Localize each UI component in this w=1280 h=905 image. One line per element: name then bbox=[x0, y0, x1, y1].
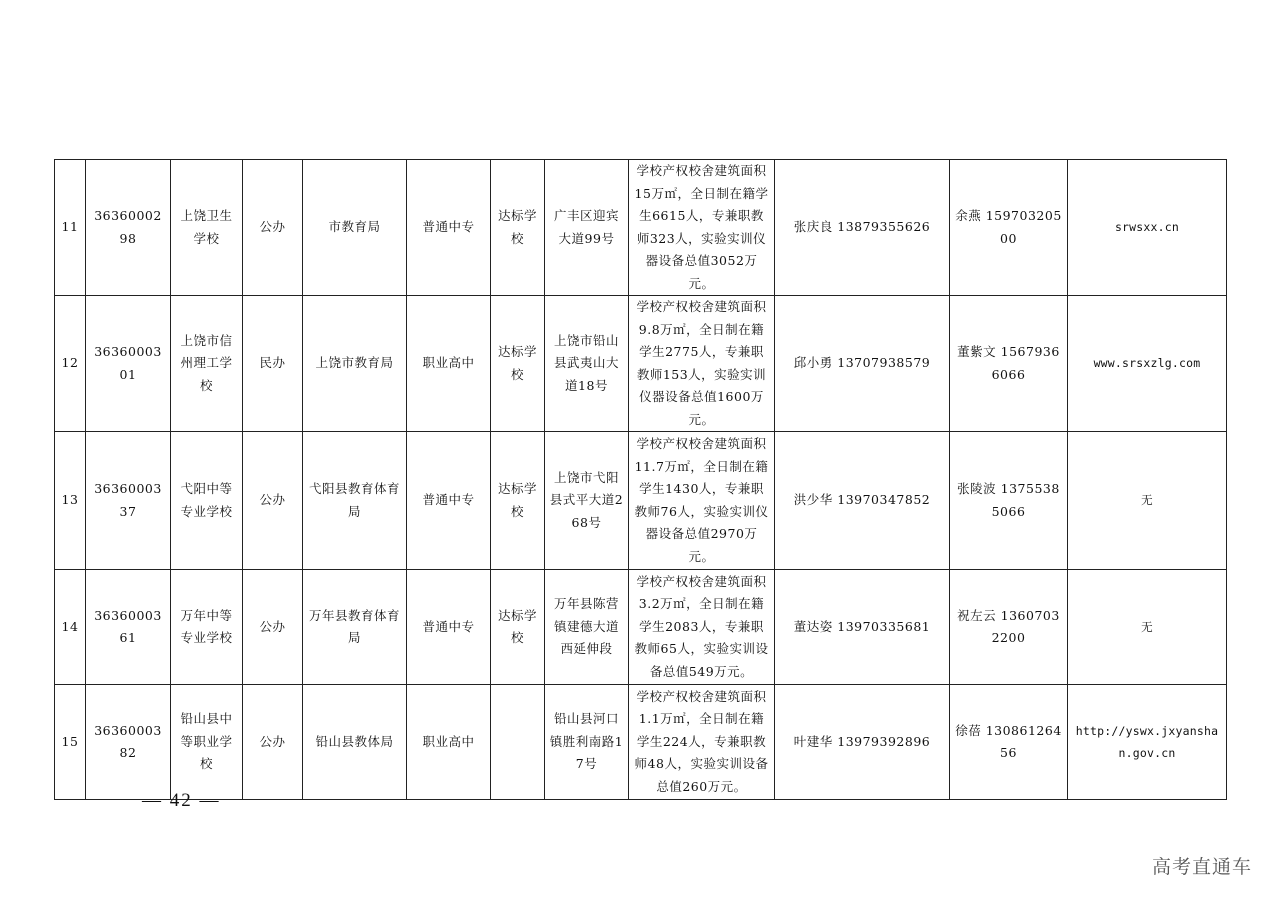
contact-person-cell: 祝左云 13607032200 bbox=[950, 570, 1068, 685]
table-row bbox=[55, 685, 1227, 800]
address-cell: 万年县陈营镇建德大道西延伸段 bbox=[545, 570, 629, 685]
school-code-cell: 3636000337 bbox=[86, 432, 171, 570]
authority-cell: 铅山县教体局 bbox=[303, 685, 407, 800]
watermark-logo: 高考直通车 bbox=[1151, 856, 1252, 878]
school-level-cell: 普通中专 bbox=[407, 432, 491, 570]
table-row bbox=[55, 160, 1227, 296]
contact-person-cell: 徐蓓 13086126456 bbox=[950, 685, 1068, 800]
school-type-cell: 公办 bbox=[243, 570, 303, 685]
status-cell: 达标学校 bbox=[491, 432, 545, 570]
school-name-cell: 万年中等专业学校 bbox=[171, 570, 243, 685]
status-cell: 达标学校 bbox=[491, 160, 545, 296]
principal-cell: 邱小勇 13707938579 bbox=[775, 296, 950, 432]
table-row bbox=[55, 570, 1227, 685]
contact-person-cell: 余燕 15970320500 bbox=[950, 160, 1068, 296]
page-number: — 42 — bbox=[142, 790, 221, 811]
school-name-cell: 弋阳中等专业学校 bbox=[171, 432, 243, 570]
principal-cell: 张庆良 13879355626 bbox=[775, 160, 950, 296]
school-type-cell: 公办 bbox=[243, 432, 303, 570]
authority-cell: 弋阳县教育体育局 bbox=[303, 432, 407, 570]
table-row bbox=[55, 432, 1227, 570]
school-level-cell: 普通中专 bbox=[407, 570, 491, 685]
table-row bbox=[55, 296, 1227, 432]
description-cell: 学校产权校舍建筑面积11.7万㎡，全日制在籍学生1430人，专兼职教师76人，实验实训仪器设备总值2970万元。 bbox=[629, 432, 775, 570]
row-number-cell: 13 bbox=[55, 432, 86, 570]
school-code-cell: 3636000382 bbox=[86, 685, 171, 800]
website-cell: http://yswx.jxyanshan.gov.cn bbox=[1068, 685, 1227, 800]
address-cell: 上饶市弋阳县式平大道268号 bbox=[545, 432, 629, 570]
address-cell: 上饶市铅山县武夷山大道18号 bbox=[545, 296, 629, 432]
website-cell: srwsxx.cn bbox=[1068, 160, 1227, 296]
website-cell: 无 bbox=[1068, 570, 1227, 685]
address-cell: 广丰区迎宾大道99号 bbox=[545, 160, 629, 296]
description-cell: 学校产权校舍建筑面积3.2万㎡，全日制在籍学生2083人，专兼职教师65人，实验实训设备总值549万元。 bbox=[629, 570, 775, 685]
principal-cell: 洪少华 13970347852 bbox=[775, 432, 950, 570]
school-table bbox=[54, 159, 1227, 800]
row-number-cell: 11 bbox=[55, 160, 86, 296]
school-code-cell: 3636000361 bbox=[86, 570, 171, 685]
school-type-cell: 民办 bbox=[243, 296, 303, 432]
school-name-cell: 铅山县中等职业学校 bbox=[171, 685, 243, 800]
school-level-cell: 普通中专 bbox=[407, 160, 491, 296]
status-cell: 达标学校 bbox=[491, 570, 545, 685]
school-code-cell: 3636000301 bbox=[86, 296, 171, 432]
authority-cell: 万年县教育体育局 bbox=[303, 570, 407, 685]
school-level-cell: 职业高中 bbox=[407, 296, 491, 432]
description-cell: 学校产权校舍建筑面积1.1万㎡，全日制在籍学生224人，专兼职教师48人，实验实训设备总值260万元。 bbox=[629, 685, 775, 800]
description-cell: 学校产权校舍建筑面积15万㎡，全日制在籍学生6615人，专兼职教师323人，实验实训仪器设备总值3052万元。 bbox=[629, 160, 775, 296]
address-cell: 铅山县河口镇胜利南路17号 bbox=[545, 685, 629, 800]
website-cell: www.srsxzlg.com bbox=[1068, 296, 1227, 432]
row-number-cell: 12 bbox=[55, 296, 86, 432]
school-name-cell: 上饶卫生学校 bbox=[171, 160, 243, 296]
description-cell: 学校产权校舍建筑面积9.8万㎡，全日制在籍学生2775人，专兼职教师153人，实验实训仪器设备总值1600万元。 bbox=[629, 296, 775, 432]
school-code-cell: 3636000298 bbox=[86, 160, 171, 296]
school-type-cell: 公办 bbox=[243, 160, 303, 296]
principal-cell: 叶建华 13979392896 bbox=[775, 685, 950, 800]
school-name-cell: 上饶市信州理工学校 bbox=[171, 296, 243, 432]
row-number-cell: 15 bbox=[55, 685, 86, 800]
school-level-cell: 职业高中 bbox=[407, 685, 491, 800]
status-cell: 达标学校 bbox=[491, 296, 545, 432]
contact-person-cell: 张陵波 13755385066 bbox=[950, 432, 1068, 570]
principal-cell: 董达姿 13970335681 bbox=[775, 570, 950, 685]
school-type-cell: 公办 bbox=[243, 685, 303, 800]
authority-cell: 市教育局 bbox=[303, 160, 407, 296]
row-number-cell: 14 bbox=[55, 570, 86, 685]
status-cell bbox=[491, 685, 545, 800]
authority-cell: 上饶市教育局 bbox=[303, 296, 407, 432]
contact-person-cell: 董紫文 15679366066 bbox=[950, 296, 1068, 432]
website-cell: 无 bbox=[1068, 432, 1227, 570]
